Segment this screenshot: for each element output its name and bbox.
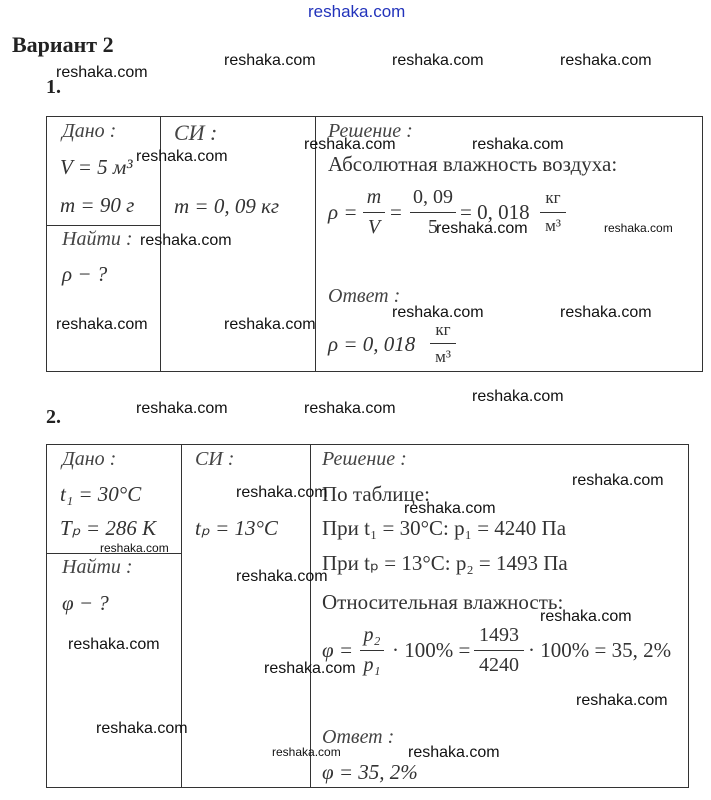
task1-find: ρ − ? <box>62 262 108 286</box>
watermark: reshaka.com <box>392 52 484 69</box>
watermark: reshaka.com <box>576 692 668 709</box>
task1-solution-text: Абсолютная влажность воздуха: <box>328 152 618 176</box>
watermark: reshaka.com <box>560 304 652 321</box>
task1-formula-result: = 0, 018 <box>460 200 530 224</box>
watermark: reshaka.com <box>136 148 228 165</box>
watermark: reshaka.com <box>572 472 664 489</box>
watermark: reshaka.com <box>140 232 232 249</box>
watermark: reshaka.com <box>264 660 356 677</box>
task2-si-value: tₚ = 13°C <box>195 516 278 540</box>
watermark: reshaka.com <box>236 484 328 501</box>
task2-answer-label: Ответ : <box>322 726 395 748</box>
watermark: reshaka.com <box>304 136 396 153</box>
watermark: reshaka.com <box>68 636 160 653</box>
task1-find-label: Найти : <box>62 228 133 250</box>
task2-frac2-num: 1493 <box>479 624 519 646</box>
watermark: reshaka.com <box>436 220 528 237</box>
task1-given-volume: V = 5 м³ <box>60 155 133 179</box>
task1-number: 1. <box>46 76 61 98</box>
task1-unit-num: кг <box>545 188 561 207</box>
task1-frac1-num: m <box>366 186 382 208</box>
watermark: reshaka.com <box>404 500 496 517</box>
task2-given-t1: t₁ = 30°C <box>60 482 142 506</box>
task1-answer-unit-den: м³ <box>435 347 451 366</box>
watermark: reshaka.com <box>224 316 316 333</box>
watermark: reshaka.com <box>56 64 148 81</box>
watermark: reshaka.com <box>272 745 341 759</box>
task1-solution-label: Решение : <box>328 120 413 142</box>
variant-title: Вариант 2 <box>12 32 114 57</box>
watermark: reshaka.com <box>540 608 632 625</box>
task2-find-label: Найти : <box>62 556 133 578</box>
watermark: reshaka.com <box>100 541 169 555</box>
task1-si-value: m = 0, 09 кг <box>174 194 280 218</box>
task2-line-p1: При t₁ = 30°C: p₁ = 4240 Па <box>322 516 567 540</box>
task1-answer-label: Ответ : <box>328 285 401 307</box>
task2-number: 2. <box>46 406 61 428</box>
task1-unit-den: м³ <box>545 216 561 235</box>
task1-formula-eq: = <box>390 200 402 224</box>
watermark: reshaka.com <box>56 316 148 333</box>
task2-given-label: Дано : <box>62 448 117 470</box>
watermark: reshaka.com <box>560 52 652 69</box>
watermark: reshaka.com <box>96 720 188 737</box>
task2-formula-lhs: φ = <box>322 638 354 662</box>
watermark: reshaka.com <box>236 568 328 585</box>
task2-line-table: По таблице: <box>322 482 430 506</box>
task1-frac2-num: 0, 09 <box>413 186 453 208</box>
watermark: reshaka.com <box>408 744 500 761</box>
watermark: reshaka.com <box>136 400 228 417</box>
task2-answer: φ = 35, 2% <box>322 760 418 784</box>
task2-si-label: СИ : <box>195 448 235 470</box>
task2-given-tp: Tₚ = 286 K <box>60 516 157 540</box>
watermark: reshaka.com <box>472 388 564 405</box>
watermark: reshaka.com <box>392 304 484 321</box>
watermark: reshaka.com <box>224 52 316 69</box>
task2-line-relative: Относительная влажность: <box>322 590 564 614</box>
task1-si-label: СИ : <box>174 120 218 145</box>
task1-answer-value: ρ = 0, 018 <box>328 332 416 356</box>
task2-find: φ − ? <box>62 591 109 615</box>
task2-frac2-den: 4240 <box>479 654 519 676</box>
task1-given-label: Дано : <box>62 120 117 142</box>
task1-formula-lhs: ρ = <box>328 200 358 224</box>
task1-answer-unit-num: кг <box>435 320 451 339</box>
task2-frac1-num: p₂ <box>363 624 381 646</box>
task2-solution-label: Решение : <box>322 448 407 470</box>
task1-given-mass: m = 90 г <box>60 193 135 217</box>
watermark: reshaka.com <box>472 136 564 153</box>
task2-formula-mid: · 100% = <box>392 638 471 662</box>
task2-frac1-den: p₁ <box>363 654 381 676</box>
watermark: reshaka.com <box>304 400 396 417</box>
task2-line-p2: При tₚ = 13°C: p₂ = 1493 Па <box>322 551 568 575</box>
task1-frac2-den: 5 <box>428 216 438 238</box>
task1-frac1-den: V <box>367 216 381 238</box>
site-link[interactable]: reshaka.com <box>308 2 406 21</box>
task2-formula-tail: · 100% = 35, 2% <box>528 638 672 662</box>
watermark: reshaka.com <box>604 221 673 235</box>
